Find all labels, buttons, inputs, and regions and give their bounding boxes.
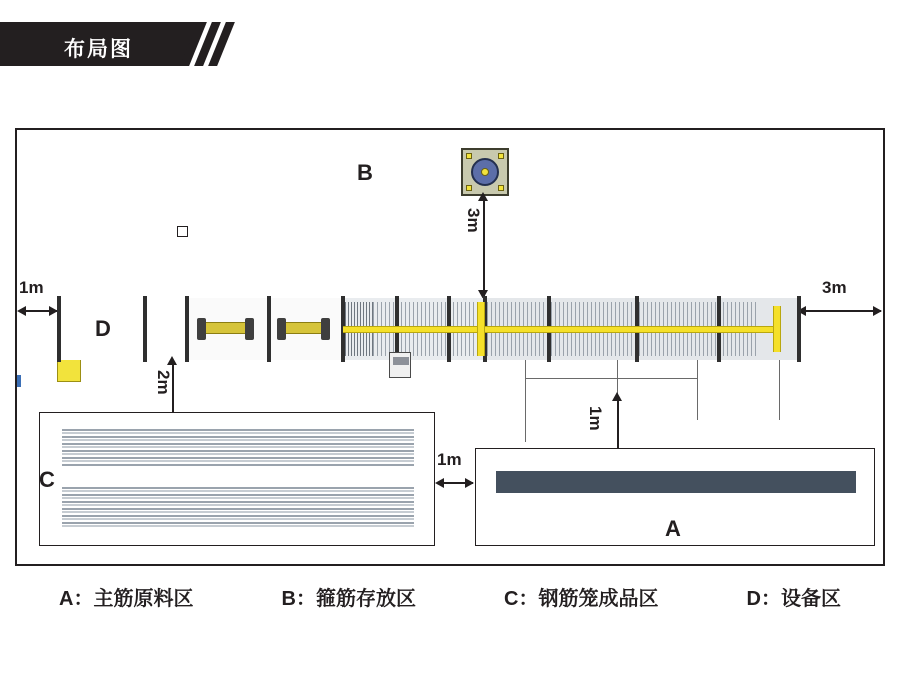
dim-left-1m: 1m	[19, 278, 44, 297]
line-post	[185, 296, 189, 362]
measure-line	[525, 378, 697, 379]
dim-arrow-up	[167, 356, 177, 365]
main-rebar-bar	[496, 471, 856, 493]
measure-line	[525, 360, 526, 442]
machine-hub	[481, 168, 489, 176]
machine-corner-bolt	[466, 153, 472, 159]
roller-block	[197, 318, 206, 340]
line-post	[267, 296, 271, 362]
rebar-stack	[62, 487, 414, 529]
legend-item-a: A：主筋原料区	[59, 588, 194, 610]
edge-tick-marker	[17, 375, 21, 387]
roller-block	[277, 318, 286, 340]
roller-block	[321, 318, 330, 340]
dim-lower-1m: 1m	[437, 450, 462, 469]
roller-block	[245, 318, 254, 340]
zone-label-a: A	[665, 516, 681, 541]
dim-2m: 2m	[154, 370, 173, 395]
dim-arrow-up	[612, 392, 622, 401]
machine-section-1	[189, 298, 271, 360]
zone-label-b: B	[357, 160, 373, 185]
zone-label-c: C	[39, 467, 55, 492]
legend-item-c: C：钢筋笼成品区	[504, 588, 659, 610]
dim-mid-1m: 1m	[586, 406, 605, 431]
measure-line	[779, 360, 780, 420]
machine-corner-bolt	[466, 185, 472, 191]
legend	[15, 582, 885, 611]
rebar-stack	[62, 429, 414, 467]
measure-line	[697, 360, 698, 420]
machine-section-2	[271, 298, 345, 360]
zone-c-panel	[39, 412, 435, 546]
small-square-marker-icon	[177, 226, 188, 237]
yellow-end-stop	[773, 306, 781, 352]
line-post	[797, 296, 801, 362]
dim-top-3m: 3m	[464, 208, 483, 233]
legend-item-d: D：设备区	[746, 588, 841, 610]
yellow-rail-beam	[343, 326, 779, 333]
dim-arrow-right	[873, 306, 882, 316]
dim-arrow-left	[435, 478, 444, 488]
roller-bar	[201, 322, 251, 334]
layout-diagram	[15, 128, 885, 566]
machine-corner-bolt	[498, 153, 504, 159]
page-title: 布局图	[64, 38, 133, 61]
yellow-crossbar	[477, 302, 485, 356]
dim-arrow-left	[17, 306, 26, 316]
zone-label-d: D	[95, 316, 111, 341]
line-post	[143, 296, 147, 362]
line-post	[57, 296, 61, 362]
rotary-machine-icon	[461, 148, 509, 196]
header-banner	[0, 22, 238, 66]
control-panel-icon	[389, 352, 411, 378]
production-line-assembly	[57, 298, 801, 360]
dim-arrow-up	[478, 192, 488, 201]
legend-item-b: B：箍筋存放区	[281, 588, 416, 610]
dim-arrow-right	[465, 478, 474, 488]
dim-line-top-3m	[483, 198, 485, 296]
dim-line-right-3m	[801, 310, 881, 312]
control-panel-screen	[393, 357, 409, 365]
dim-right-3m: 3m	[822, 278, 847, 297]
equipment-zone-section	[57, 298, 189, 360]
machine-corner-bolt	[498, 185, 504, 191]
dim-line-mid-1m	[617, 398, 619, 454]
